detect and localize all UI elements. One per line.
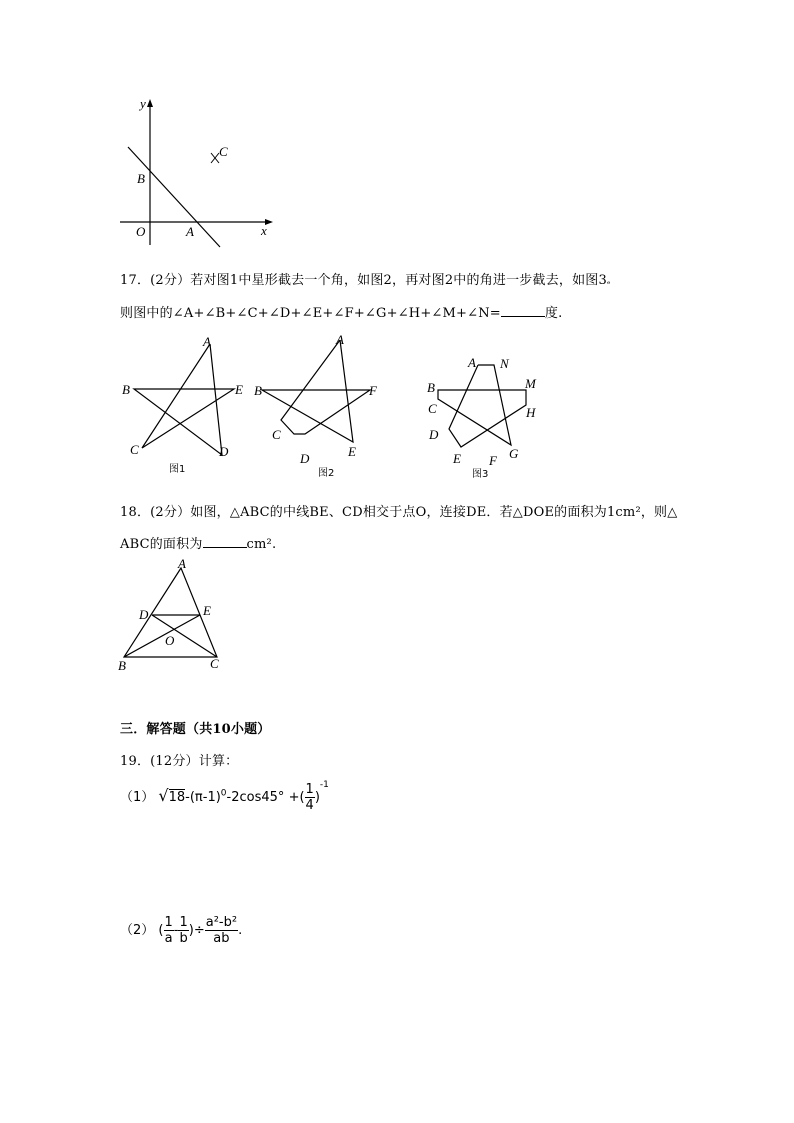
q19-part2-label: （2）: [120, 923, 155, 938]
fig1-label-b: B: [122, 382, 130, 397]
figure-3-star: [418, 345, 558, 483]
fig2-label-e: E: [348, 444, 356, 459]
fig3-label-n: N: [500, 356, 509, 371]
q18-answer-blank: [203, 535, 247, 548]
fraction-1-over-b: $\frac{1}{b}$: [179, 915, 188, 946]
q17-line1-mark: ₑ: [606, 277, 611, 287]
fig2-label-d: D: [300, 451, 310, 466]
section-title: 三．解答题（共10小题）: [120, 722, 271, 737]
fig2-label-a: A: [336, 332, 344, 347]
q17-line2: 则图中的∠A+∠B+∠C+∠D+∠E+∠F+∠G+∠H+∠M+∠N= 度.: [120, 306, 563, 321]
fig3-label-f: F: [489, 453, 497, 468]
fig1-caption: 图1: [169, 464, 186, 475]
fig1-label-d: D: [219, 444, 229, 459]
sqrt-sign: √: [158, 786, 169, 805]
label-x: x: [261, 223, 267, 238]
fig1-label-e: E: [235, 382, 243, 397]
q19-part1-label: （1）: [120, 790, 155, 805]
y-axis-arrow: [147, 99, 153, 107]
fig1-label-c: C: [130, 442, 139, 457]
q19-part2: （2） ( $\frac{1}{a}$ - $\frac{1}{b}$ )÷ $\frac{\text{a²-b²}}{ab}$ .: [120, 915, 243, 946]
label-y: y: [140, 96, 146, 111]
tri-label-a: A: [178, 556, 186, 571]
tri-label-e: E: [203, 603, 211, 618]
label-c: C: [219, 144, 228, 159]
fraction-a2-b2-over-ab: $\frac{\text{a²-b²}}{ab}$: [205, 915, 238, 946]
fraction-one-quarter: $\frac{1}{4}$: [305, 782, 314, 813]
tri-label-b: B: [118, 658, 126, 673]
fig3-label-c: C: [428, 401, 437, 416]
q18-line2: ABC的面积为 cm².: [120, 537, 277, 552]
fig3-label-g: G: [509, 446, 519, 461]
label-origin: O: [136, 224, 146, 239]
star-outline: [134, 344, 234, 455]
q17-answer-blank: [501, 304, 545, 317]
fig3-label-h: H: [526, 405, 536, 420]
coordinate-figure: [110, 95, 280, 255]
tri-label-d: D: [139, 607, 149, 622]
fig3-label-d: D: [429, 427, 439, 442]
sqrt-radicand: 18: [168, 790, 186, 805]
fraction-1-over-a: $\frac{1}{a}$: [164, 915, 173, 946]
star3-outline: [438, 365, 526, 447]
fig2-caption: 图2: [318, 468, 335, 479]
q19-part1: （1） $√18-(\pi-1)^0-2\cos 45^\circ$ +( $\frac{1}{4}$ )$^{-1}$: [120, 780, 329, 813]
triangle-figure: [112, 556, 237, 674]
label-b: B: [137, 171, 145, 186]
figure-1-star: [118, 330, 248, 480]
fig2-label-c: C: [272, 427, 281, 442]
fig3-label-a: A: [468, 355, 476, 370]
figure-2-star: [252, 330, 387, 480]
fig3-label-m: M: [525, 376, 536, 391]
fig1-label-a: A: [203, 334, 211, 349]
q19-title: 19．(12分）计算：: [120, 754, 239, 769]
fig3-caption: 图3: [472, 469, 489, 480]
q17-line1: 17．(2分）若对图1中星形截去一个角，如图2，再对图2中的角进一步截去，如图3ₑ: [120, 273, 611, 288]
tri-label-o: O: [165, 633, 175, 648]
label-a: A: [186, 224, 194, 239]
tri-label-c: C: [210, 656, 219, 671]
point-c-cross: [211, 153, 219, 163]
q18-line1: 18．(2分）如图，△ABC的中线BE、CD相交于点O，连接DE．若△DOE的面积为1cm²，则△: [120, 505, 678, 520]
fig3-label-b: B: [427, 380, 435, 395]
fig2-label-f: F: [369, 383, 377, 398]
fig3-label-e: E: [453, 451, 461, 466]
fig2-label-b: B: [254, 383, 262, 398]
